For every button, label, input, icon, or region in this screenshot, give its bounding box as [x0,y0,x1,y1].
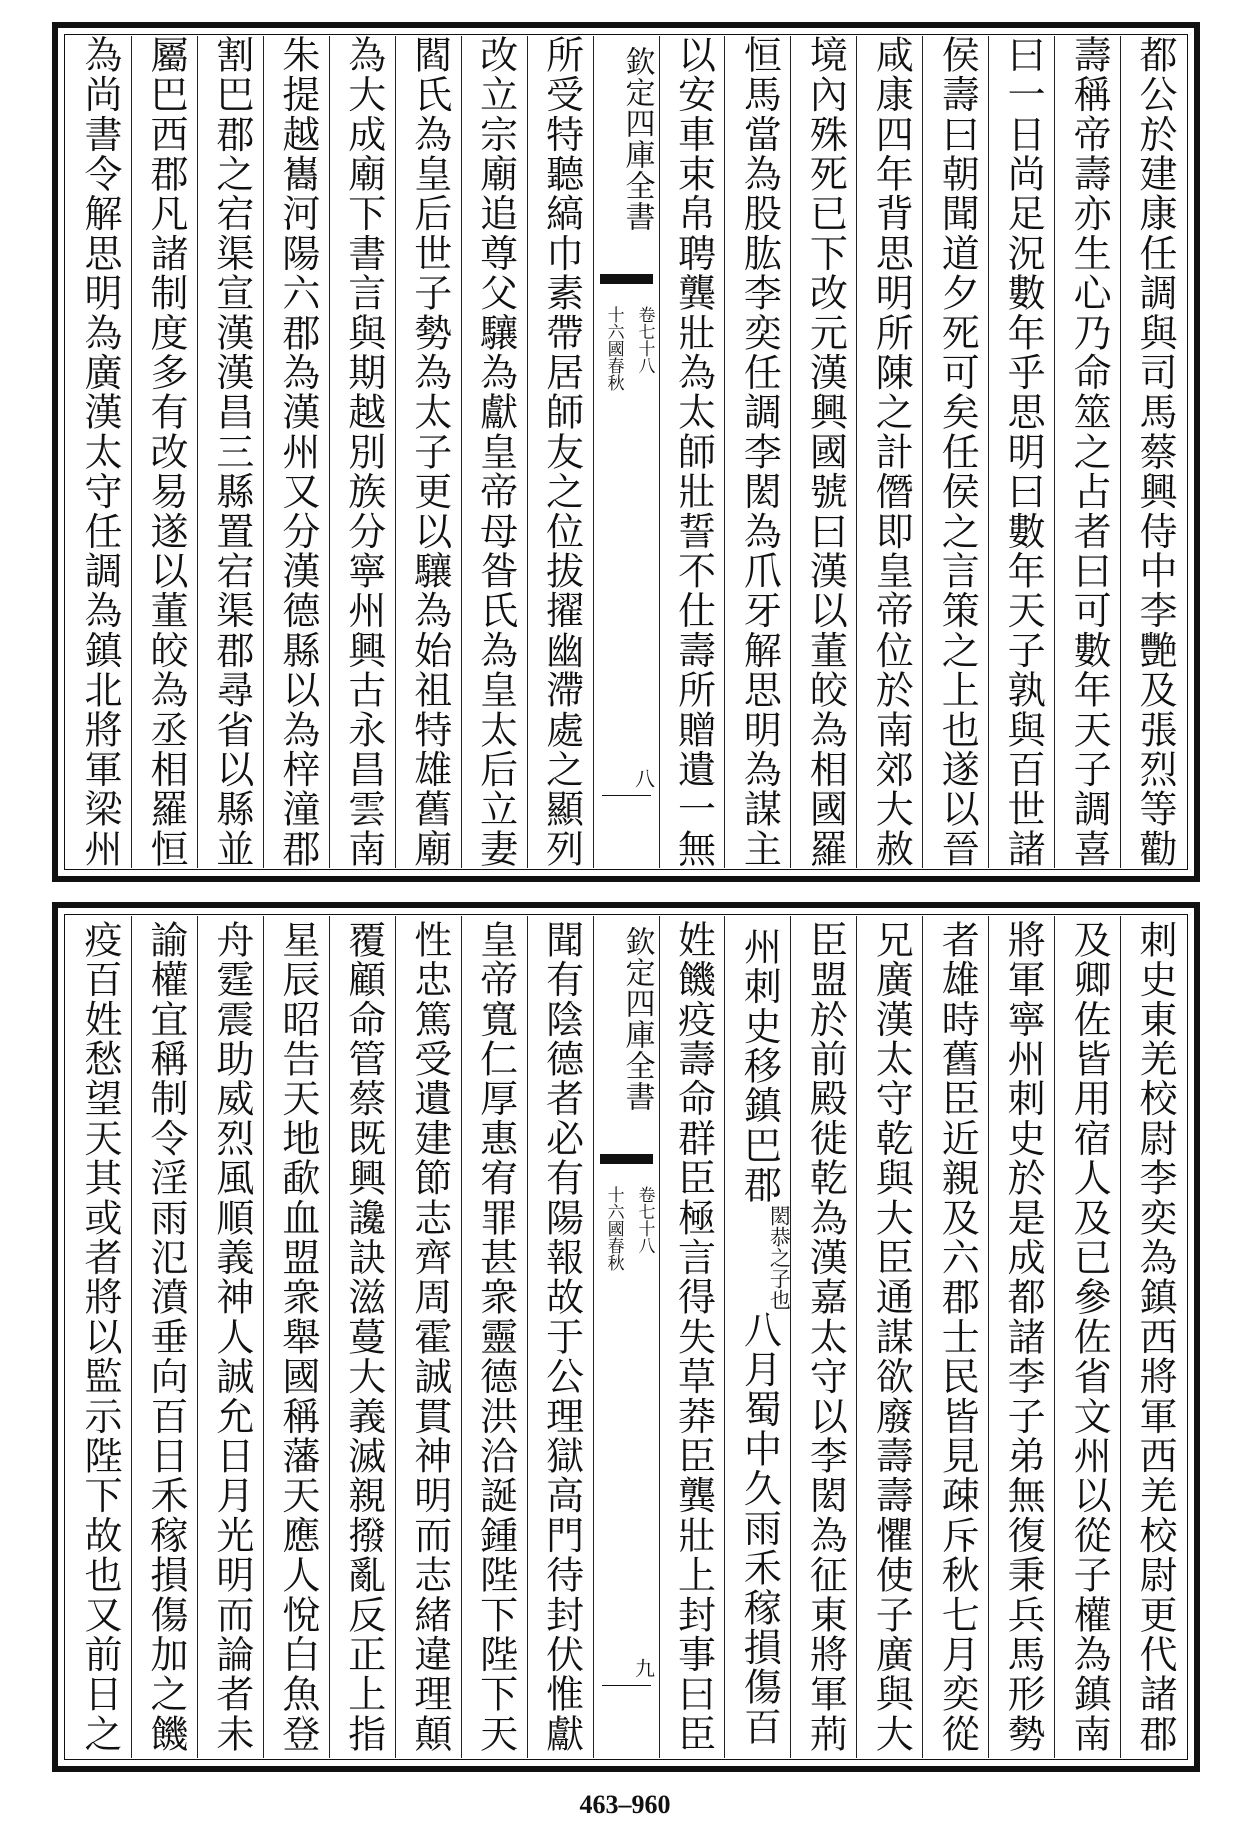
text-column: 割巴郡之宕渠宣漢漢昌三縣置宕渠郡尋省以縣並 [197,36,263,868]
text-column: 刺史東羌校尉李奕為鎮西將軍西羌校尉更代諸郡 [1120,916,1186,1758]
text-column: 境內殊死已下改元漢興國號曰漢以董皎為相國羅 [790,36,856,868]
fish-tail-mark [600,1154,653,1164]
leaf-number: 九 [631,1658,656,1678]
text-column: 舟霆震助威烈風順義神人誠允日月光明而論者未 [197,916,263,1758]
text-column: 疫百姓愁望天其或者將以監示陛下故也又前日之 [78,920,122,1754]
volume-number: 卷七十八 [634,1186,655,1254]
fold-rule [602,795,651,797]
upper-page [52,22,1200,882]
main-text: 州刺史移鎮巴郡 [737,927,782,1206]
text-column: 諭權宜稱制令淫雨氾濆垂向百日禾稼損傷加之饑 [131,916,197,1758]
book-title: 十六國春秋 [603,306,624,391]
upper-columns [66,36,1186,868]
collection-title: 欽定四庫全書 [619,46,655,232]
volume-number: 卷七十八 [634,306,655,374]
center-fold [593,916,659,1758]
text-column: 屬巴西郡凡諸制度多有改易遂以董皎為丞相羅恒 [131,36,197,868]
text-column: 皇帝寬仁厚惠宥罪甚衆靈德洪洽誕鍾陛下陛下天 [461,916,527,1758]
text-column: 朱提越巂河陽六郡為漢州又分漢德縣以為梓潼郡 [263,36,329,868]
text-column: 將軍寧州刺史於是成都諸李子弟無復秉兵馬形勢 [988,916,1054,1758]
text-column: 姓饑疫壽命群臣極言得失草莽臣龔壯上封事曰臣 [659,916,725,1758]
text-column: 兄廣漢太守乾與大臣通謀欲廢壽壽懼使子廣與大 [856,916,922,1758]
text-column: 覆顧命管蔡既興讒訣滋蔓大義滅親撥亂反正上指 [329,916,395,1758]
text-column: 咸康四年背思明所陳之計僭即皇帝位於南郊大赦 [856,36,922,868]
text-column: 為大成廟下書言與期越別族分寧州興古永昌雲南 [329,36,395,868]
leaf-number: 八 [631,768,656,788]
fold-rule [602,1685,651,1687]
text-column: 曰一日尚足況數年乎思明曰數年天子孰與百世諸 [988,36,1054,868]
text-column: 恒馬當為股肱李奕任調李閎為爪牙解思明為謀主 [724,36,790,868]
text-column [724,916,790,1758]
book-title: 十六國春秋 [603,1186,624,1271]
text-column: 性忠篤受遺建節志齊周霍誠貫神明而志緒違理顛 [395,916,461,1758]
text-column: 閻氏為皇后世子勢為太子更以驤為始祖特雄舊廟 [395,36,461,868]
text-column: 所受特聽縞巾素帶居師友之位拔擢幽滯處之顯列 [527,36,593,868]
text-column: 者雄時舊臣近親及六郡士民皆見疎斥秋七月奕從 [922,916,988,1758]
main-text: 八月蜀中久雨禾稼損傷百 [737,1310,782,1747]
center-fold [593,36,659,868]
lower-columns [66,916,1186,1758]
text-column: 聞有陰德者必有陽報故于公理獄高門待封伏惟獻 [527,916,593,1758]
collection-title: 欽定四庫全書 [619,926,655,1112]
text-column: 侯壽曰朝聞道夕死可矣任侯之言策之上也遂以晉 [922,36,988,868]
text-column: 都公於建康任調與司馬蔡興侍中李艷及張烈等勸 [1120,36,1186,868]
interlinear-note: 閎恭之子也 [767,1205,792,1311]
text-column: 壽稱帝壽亦生心乃命筮之占者曰可數年天子調喜 [1054,36,1120,868]
text-column: 以安車束帛聘龔壯為太師壯誓不仕壽所贈遺一無 [659,36,725,868]
lower-page [52,902,1200,1772]
text-column: 為尚書令解思明為廣漢太守任調為鎮北將軍梁州 [78,35,122,869]
page-reference: 463–960 [579,1790,671,1819]
fish-tail-mark [600,274,653,284]
text-column: 臣盟於前殿徙乾為漢嘉太守以李閎為征東將軍荊 [790,916,856,1758]
text-column: 改立宗廟追尊父驤為獻皇帝母昝氏為皇太后立妻 [461,36,527,868]
text-column: 星辰昭告天地歃血盟衆舉國稱藩天應人悅白魚登 [263,916,329,1758]
text-column: 及卿佐皆用宿人及已參佐省文州以從子權為鎮南 [1054,916,1120,1758]
